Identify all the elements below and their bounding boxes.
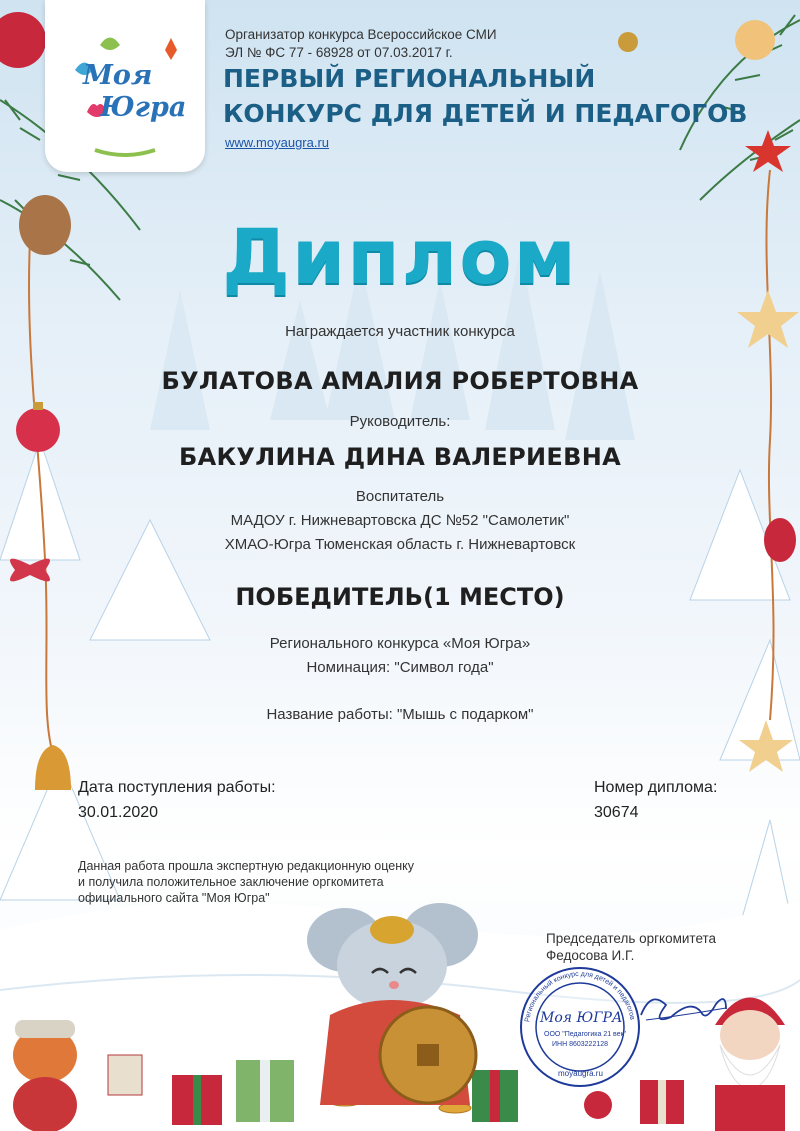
organizer-line: Организатор конкурса Всероссийское СМИ: [225, 27, 497, 42]
stamp-ring-text: Региональный конкурс для детей и педагогов: [524, 970, 636, 1023]
contest-heading-line1: ПЕРВЫЙ РЕГИОНАЛЬНЫЙ: [223, 64, 596, 93]
expert-note-line3: официального сайта "Моя Югра": [78, 891, 270, 905]
position: Воспитатель: [355, 488, 445, 505]
chair-title: Председатель оргкомитета: [546, 931, 717, 946]
participant-name: БУЛАТОВА АМАЛИЯ РОБЕРТОВНА: [161, 367, 639, 395]
stamp-site: moyaugra.ru: [558, 1069, 603, 1078]
number-label: Номер диплома:: [594, 779, 718, 796]
chair-name: Федосова И.Г.: [546, 948, 635, 963]
fox-illustration: [0, 1010, 95, 1131]
expert-note: [78, 858, 414, 906]
date-value: 30.01.2020: [78, 804, 159, 821]
supervisor-label: Руководитель:: [349, 413, 451, 430]
official-stamp: [518, 965, 642, 1089]
supervisor-name: БАКУЛИНА ДИНА ВАЛЕРИЕВНА: [179, 443, 621, 471]
logo-card: [45, 0, 205, 172]
stamp-inn: ИНН 8603222128: [552, 1041, 609, 1048]
stamp-center-text: Моя ЮГРА: [540, 1010, 623, 1026]
license-line: ЭЛ № ФС 77 - 68928 от 07.03.2017 г.: [225, 45, 453, 60]
expert-note-line2: и получила положительное заключение оргкомитета: [78, 875, 384, 889]
logo-text-line1: Моя: [83, 60, 153, 91]
contest-name: Регионального конкурса «Моя Югра»: [269, 635, 531, 652]
logo-text-line2: Югра: [100, 92, 187, 123]
nomination: Номинация: "Символ года": [306, 659, 494, 676]
work-title: Название работы: "Мышь с подарком": [266, 706, 534, 723]
contest-heading-line2: КОНКУРС ДЛЯ ДЕТЕЙ И ПЕДАГОГОВ: [223, 99, 748, 128]
number-value: 30674: [594, 804, 639, 821]
date-label: Дата поступления работы:: [78, 779, 276, 796]
institution: МАДОУ г. Нижневартовска ДС №52 "Самолетик": [230, 512, 570, 529]
region: ХМАО-Югра Тюменская область г. Нижневартовск: [224, 536, 576, 553]
signature: [636, 985, 731, 1030]
diploma-title: Диплом: [222, 212, 578, 301]
stamp-company: ООО "Педагогика 21 век": [544, 1031, 627, 1038]
mouse-illustration: [300, 895, 490, 1125]
result: ПОБЕДИТЕЛЬ(1 МЕСТО): [235, 583, 565, 611]
expert-note-line1: Данная работа прошла экспертную редакционную оценку: [78, 859, 414, 873]
site-link[interactable]: www.moyaugra.ru: [225, 135, 330, 150]
awarded-text: Награждается участник конкурса: [285, 323, 515, 340]
